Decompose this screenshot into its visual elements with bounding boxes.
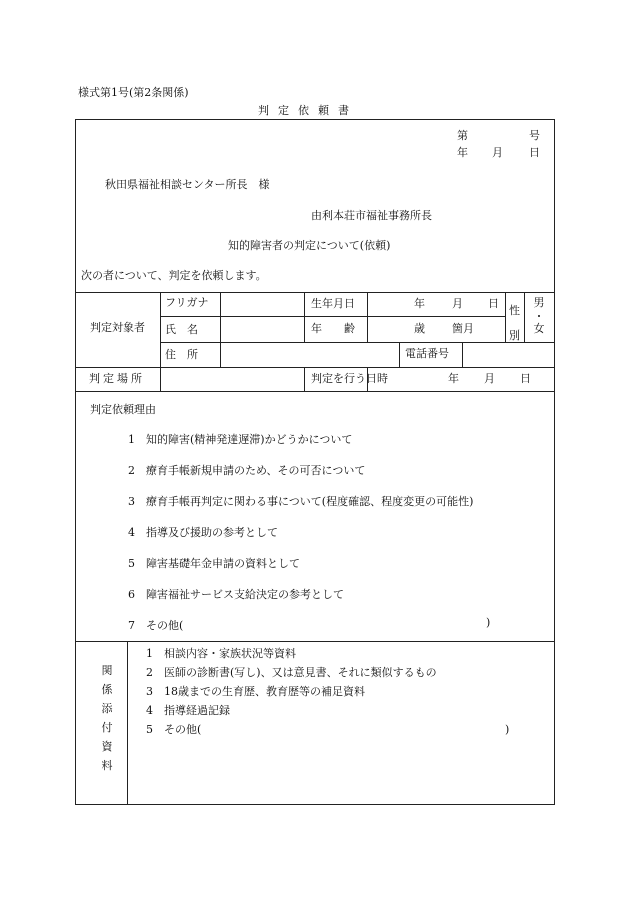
sex-dot: ・	[533, 310, 545, 323]
attachments-divider	[127, 641, 128, 805]
reason-item-number: 3	[128, 495, 135, 508]
sex-male: 男	[533, 296, 545, 309]
exam-year: 年	[448, 372, 459, 385]
date-year: 年	[457, 146, 468, 159]
attachment-item-text: 指導経過記録	[164, 704, 230, 717]
reason-item-number: 6	[128, 588, 135, 601]
table-col-line-5	[367, 292, 368, 342]
reason-item-text: 療育手帳新規申請のため、その可否について	[146, 464, 366, 477]
attachment-item-number: 3	[146, 685, 153, 698]
document-title: 判定依頼書	[258, 104, 358, 117]
reason-item-text: 障害基礎年金申請の資料として	[146, 557, 300, 570]
reason-item-number: 7	[128, 619, 135, 632]
table-col-line-7	[505, 292, 506, 342]
attachments-label-char: 係	[101, 683, 113, 696]
table-col-line-3	[304, 292, 305, 342]
phone-label: 電話番号	[405, 347, 449, 360]
table-row-line-3	[75, 367, 555, 368]
reason-item-text: その他(	[146, 619, 184, 632]
exam-day: 日	[520, 372, 531, 385]
name-label: 氏 名	[165, 323, 198, 336]
table-row-line-1	[160, 316, 505, 317]
table-col-line-1	[160, 292, 161, 391]
exam-month: 月	[484, 372, 495, 385]
age-months-unit: 箇月	[452, 322, 474, 335]
number-suffix: 号	[529, 129, 540, 142]
attachments-label-char: 資	[101, 740, 113, 753]
reasons-heading: 判定依頼理由	[90, 403, 156, 416]
age-years-unit: 歳	[414, 322, 425, 335]
reason-item-text: 指導及び援助の参考として	[146, 526, 278, 539]
reason-item-text: 障害福祉サービス支給決定の参考として	[146, 588, 344, 601]
attachment-item-number: 2	[146, 666, 153, 679]
attachments-label-char: 関	[101, 664, 113, 677]
attachment-item-text: 医師の診断書(写し)、又は意見書、それに類似するもの	[164, 666, 437, 679]
attachment-5-close-paren: )	[505, 723, 510, 736]
table-col-line-8	[524, 292, 525, 342]
reason-item-number: 1	[128, 433, 135, 446]
sex-female: 女	[533, 322, 545, 335]
date-day: 日	[529, 146, 540, 159]
form-number-label: 様式第1号(第2条関係)	[78, 86, 189, 99]
table-col-line-10	[462, 342, 463, 367]
reason-item-number: 2	[128, 464, 135, 477]
attachment-item-text: その他(	[164, 723, 202, 736]
sex-label: 性別	[509, 304, 520, 342]
table-top-line	[75, 292, 555, 293]
datetime-label: 判定を行う日時	[311, 372, 388, 385]
attachments-label-char: 料	[101, 759, 113, 772]
reason-item-text: 療育手帳再判定に関わる事について(程度確認、程度変更の可能性)	[146, 495, 474, 508]
reason-7-close-paren: )	[486, 616, 491, 629]
table-col-line-2	[220, 292, 221, 367]
reason-item-text: 知的障害(精神発達遅滞)かどうかについて	[146, 433, 353, 446]
reason-item-number: 4	[128, 526, 135, 539]
intro-text: 次の者について、判定を依頼します。	[81, 269, 267, 282]
address-label: 住 所	[165, 348, 198, 361]
table-bottom-line	[75, 391, 555, 392]
attachments-top-line	[75, 641, 555, 642]
attachment-item-text: 18歳までの生育歴、教育歴等の補足資料	[164, 685, 365, 698]
place-label: 判定場所	[89, 372, 145, 385]
age-label: 年 齢	[311, 322, 355, 335]
subject-line: 知的障害者の判定について(依頼)	[228, 239, 391, 252]
reason-item-number: 5	[128, 557, 135, 570]
table-col-line-4	[304, 367, 305, 391]
attachments-label-char: 添	[101, 702, 113, 715]
birthdate-label: 生年月日	[311, 297, 355, 310]
subject-person-label: 判定対象者	[90, 321, 145, 334]
number-label: 第	[457, 129, 468, 142]
attachment-item-number: 1	[146, 647, 153, 660]
attachments-label-char: 付	[101, 721, 113, 734]
table-col-line-9	[399, 342, 400, 367]
addressee: 秋田県福祉相談センター所長 様	[105, 178, 270, 191]
birth-year: 年	[414, 297, 425, 310]
sender: 由利本荘市福祉事務所長	[311, 209, 432, 222]
birth-day: 日	[488, 297, 499, 310]
attachment-item-text: 相談内容・家族状況等資料	[164, 647, 296, 660]
date-month: 月	[492, 146, 503, 159]
birth-month: 月	[452, 297, 463, 310]
attachment-item-number: 5	[146, 723, 153, 736]
furigana-label: フリガナ	[165, 296, 209, 309]
attachment-item-number: 4	[146, 704, 153, 717]
